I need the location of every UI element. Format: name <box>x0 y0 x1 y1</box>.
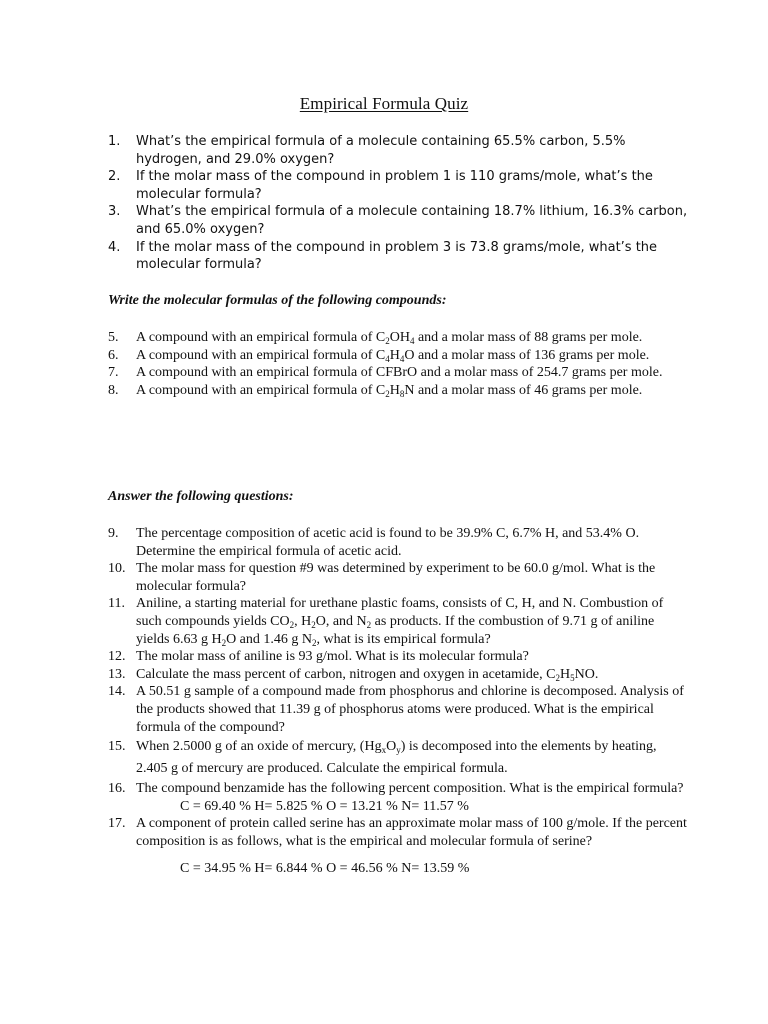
list-item <box>108 560 688 595</box>
question-text: A compound with an empirical formula of CFBrO and a molar mass of 254.7 grams per mole. <box>136 365 663 381</box>
list-item <box>108 168 688 203</box>
question-number: 6. <box>108 347 119 363</box>
question-text: The compound benzamide has the following percent composition. What is the empirical formula? <box>136 781 684 797</box>
percent-composition: C = 69.40 % H= 5.825 % O = 13.21 % N= 11.57 % <box>180 798 469 814</box>
question-number: 15. <box>108 739 126 755</box>
question-number: 9. <box>108 526 119 541</box>
question-list-part2 <box>108 329 688 399</box>
question-text: Aniline, a starting material for urethane plastic foams, consists of C, H, and N. Combustion of such compounds yields $CO_2$, $H_2O$, and $N_2$ as products. If the combustion of 9.71 g of aniline yields 6.63 g $H_2O$ and 1.46 g $N_2$, what is its empirical formula? <box>136 596 664 648</box>
list-item <box>108 683 688 736</box>
question-number: 8. <box>108 382 119 398</box>
percent-composition: C = 34.95 % H= 6.844 % O = 46.56 % N= 13.59 % <box>180 860 470 876</box>
question-number: 2. <box>108 169 121 185</box>
section-heading-molecular: Write the molecular formulas of the following compounds: <box>108 293 447 308</box>
question-number: 14. <box>108 684 126 700</box>
question-text: When 2.5000 g of an oxide of mercury, $(Hg_xO_y)$ is decomposed into the elements by heating, 2.405 g of mercury are produced. Calculate the empirical formula. <box>136 739 657 777</box>
list-item <box>108 382 688 400</box>
question-text: Calculate the mass percent of carbon, nitrogen and oxygen in acetamide, $C_2H_5NO$. <box>136 666 599 683</box>
question-number: 3. <box>108 204 121 220</box>
list-item <box>108 364 688 382</box>
question-number: 11. <box>108 596 125 612</box>
question-text: What’s the empirical formula of a molecule containing 65.5% carbon, 5.5% hydrogen, and 29.0% oxygen? <box>136 134 626 167</box>
list-item <box>108 203 688 238</box>
question-number: 5. <box>108 330 119 345</box>
question-number: 4. <box>108 239 121 255</box>
question-text: A compound with an empirical formula of $C_2OH_4$ and a molar mass of 88 grams per mole. <box>136 330 643 346</box>
question-number: 10. <box>108 561 126 577</box>
list-item <box>108 329 688 347</box>
question-number: 13. <box>108 666 126 682</box>
question-text: If the molar mass of the compound in problem 3 is 73.8 grams/mole, what’s the molecular formula? <box>136 239 658 273</box>
question-number: 16. <box>108 781 126 797</box>
question-text: A compound with an empirical formula of $C_2H_8N$ and a molar mass of 46 grams per mole. <box>136 382 643 399</box>
question-list-part1 <box>108 133 688 274</box>
section-heading-answer: Answer the following questions: <box>108 489 294 504</box>
list-item <box>108 133 688 168</box>
question-text: The molar mass for question #9 was determined by experiment to be 60.0 g/mol. What is the molecular formula? <box>136 561 656 594</box>
list-item <box>108 347 688 365</box>
question-number: 7. <box>108 365 119 381</box>
list-item <box>108 780 688 815</box>
question-number: 1. <box>108 134 121 149</box>
question-text: The percentage composition of acetic acid is found to be 39.9% C, 6.7% H, and 53.4% O. Determine the empirical formula of acetic acid. <box>136 526 640 559</box>
list-item <box>108 648 688 666</box>
list-item <box>108 525 688 560</box>
question-number: 12. <box>108 649 126 665</box>
question-text: A component of protein called serine has an approximate molar mass of 100 g/mole. If the percent composition is as follows, what is the empirical and molecular formula of serine? <box>136 816 687 849</box>
question-text: A compound with an empirical formula of $C_4H_4O$ and a molar mass of 136 grams per mole. <box>136 347 650 364</box>
list-item <box>108 239 688 274</box>
question-text: What’s the empirical formula of a molecule containing 18.7% lithium, 16.3% carbon, and 65.0% oxygen? <box>136 204 688 237</box>
list-item <box>108 815 688 877</box>
page-title: Empirical Formula Quiz <box>299 94 469 113</box>
question-text: If the molar mass of the compound in problem 1 is 110 grams/mole, what’s the molecular formula? <box>136 169 653 202</box>
list-item <box>108 595 688 648</box>
question-list-part3 <box>108 525 688 877</box>
question-text: The molar mass of aniline is 93 g/mol. What is its molecular formula? <box>136 649 529 665</box>
question-number: 17. <box>108 816 126 832</box>
question-text: A 50.51 g sample of a compound made from phosphorus and chlorine is decomposed. Analysis of the products showed that 11.39 g of phosphorus atoms were produced. What is the empirical formula of the compound? <box>136 684 684 735</box>
list-item <box>108 666 688 684</box>
list-item <box>108 736 688 780</box>
